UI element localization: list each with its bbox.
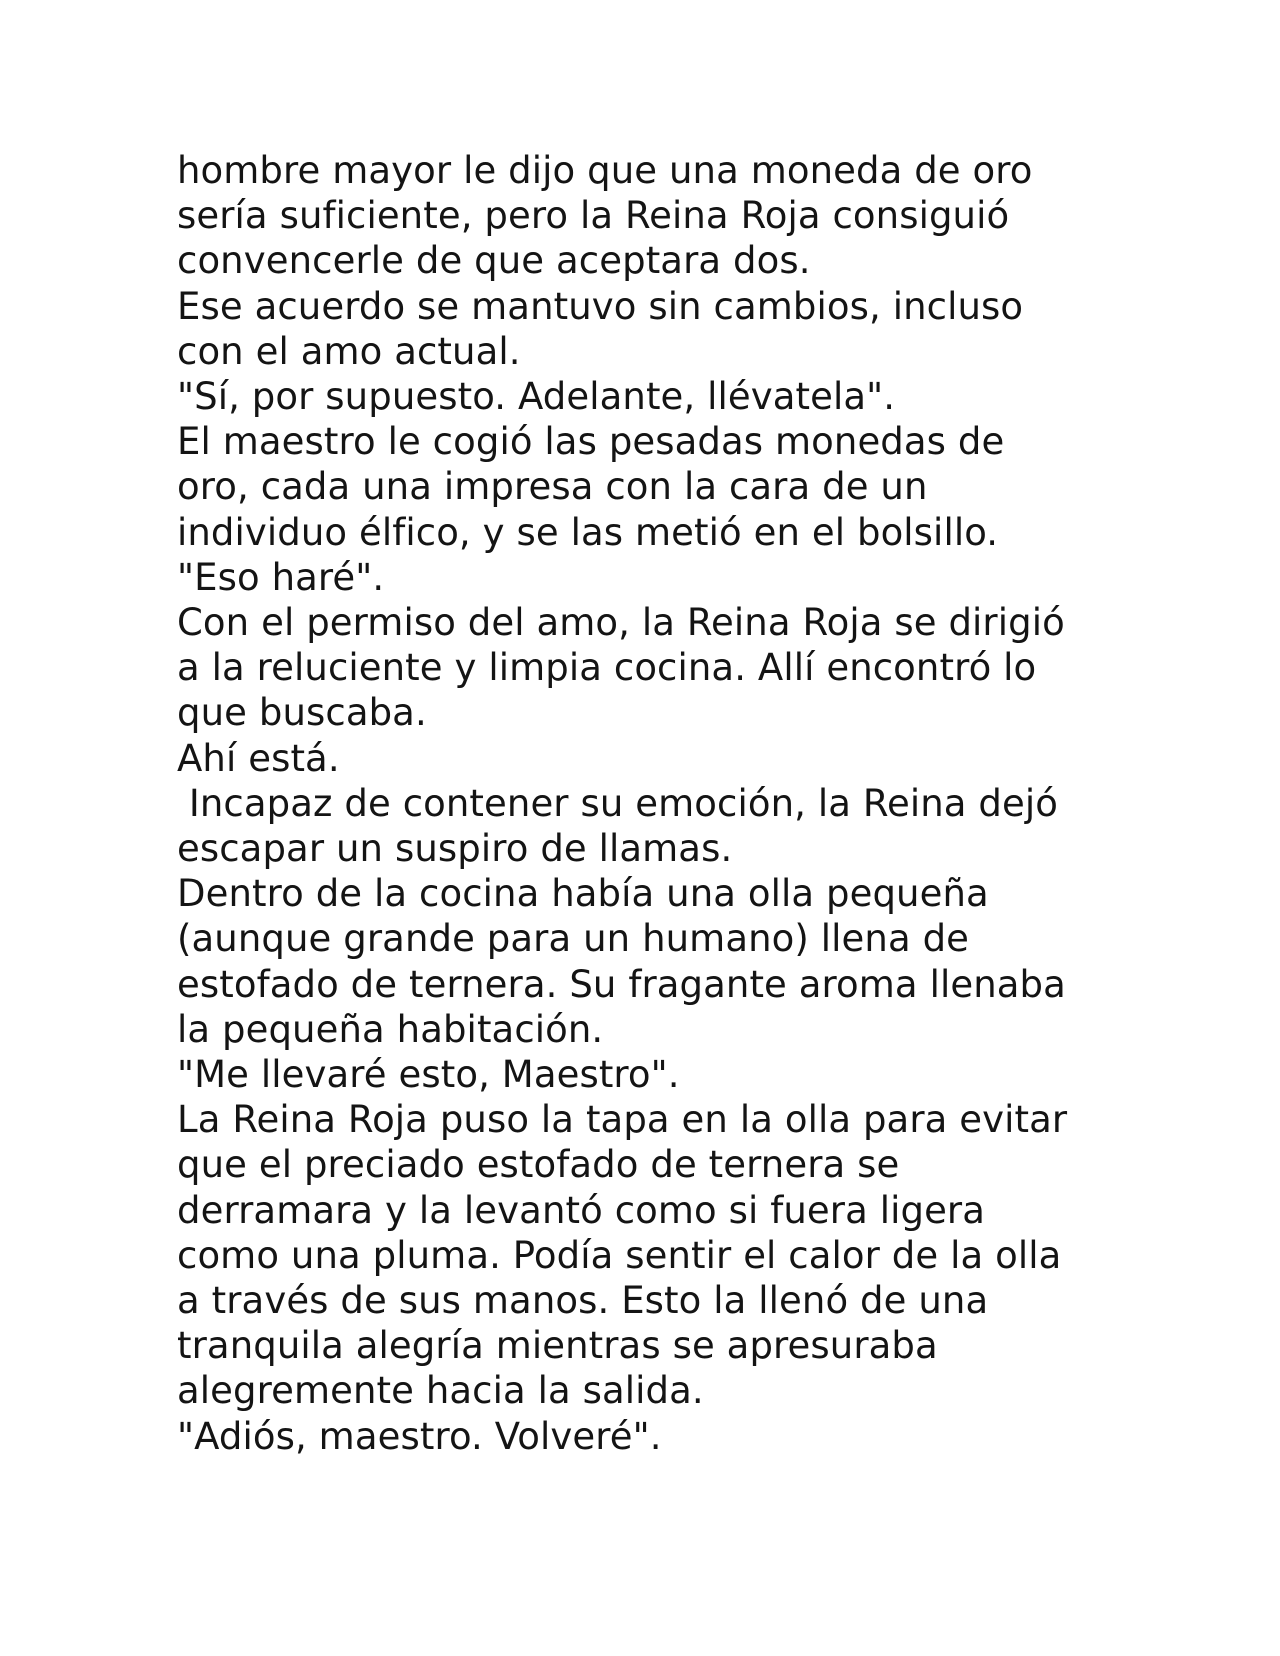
text-line: que buscaba. <box>177 691 427 735</box>
text-line: hombre mayor le dijo que una moneda de oro <box>177 149 1033 192</box>
text-line: Con el permiso del amo, la Reina Roja se dirigió <box>177 601 1065 645</box>
text-line: La Reina Roja puso la tapa en la olla para evitar <box>177 1098 1068 1142</box>
text-line: la pequeña habitación. <box>177 1007 604 1051</box>
text-line: sería suficiente, pero la Reina Roja consiguió <box>177 194 1010 238</box>
text-line: tranquila alegría mientras se apresuraba <box>177 1324 938 1368</box>
text-line: oro, cada una impresa con la cara de un <box>177 465 928 509</box>
text-line: Dentro de la cocina había una olla pequeña <box>177 872 989 916</box>
text-line: alegremente hacia la salida. <box>177 1369 704 1413</box>
text-line: Incapaz de contener su emoción, la Reina dejó <box>177 781 1059 825</box>
text-line: con el amo actual. <box>177 329 521 373</box>
text-line: Ese acuerdo se mantuvo sin cambios, incluso <box>177 284 1024 328</box>
text-line: "Eso haré". <box>177 555 385 599</box>
text-line: a la reluciente y limpia cocina. Allí encontró lo <box>177 646 1037 690</box>
text-line: convencerle de que aceptara dos. <box>177 239 811 283</box>
text-line: que el preciado estofado de ternera se <box>177 1143 900 1187</box>
text-line: como una pluma. Podía sentir el calor de la olla <box>177 1233 1062 1277</box>
text-line: "Sí, por supuesto. Adelante, llévatela". <box>177 375 896 419</box>
text-line: estofado de ternera. Su fragante aroma llenaba <box>177 962 1066 1006</box>
text-line: "Me llevaré esto, Maestro". <box>177 1053 680 1097</box>
text-line: (aunque grande para un humano) llena de <box>177 917 970 961</box>
text-line: escapar un suspiro de llamas. <box>177 827 733 871</box>
text-line: Ahí está. <box>177 736 340 780</box>
text-line: derramara y la levantó como si fuera ligera <box>177 1188 986 1232</box>
text-line: El maestro le cogió las pesadas monedas de <box>177 420 1005 464</box>
text-line: individuo élfico, y se las metió en el bolsillo. <box>177 510 999 554</box>
body-text <box>177 148 1177 1459</box>
text-line: "Adiós, maestro. Volveré". <box>177 1414 662 1458</box>
text-line: a través de sus manos. Esto la llenó de una <box>177 1279 989 1323</box>
